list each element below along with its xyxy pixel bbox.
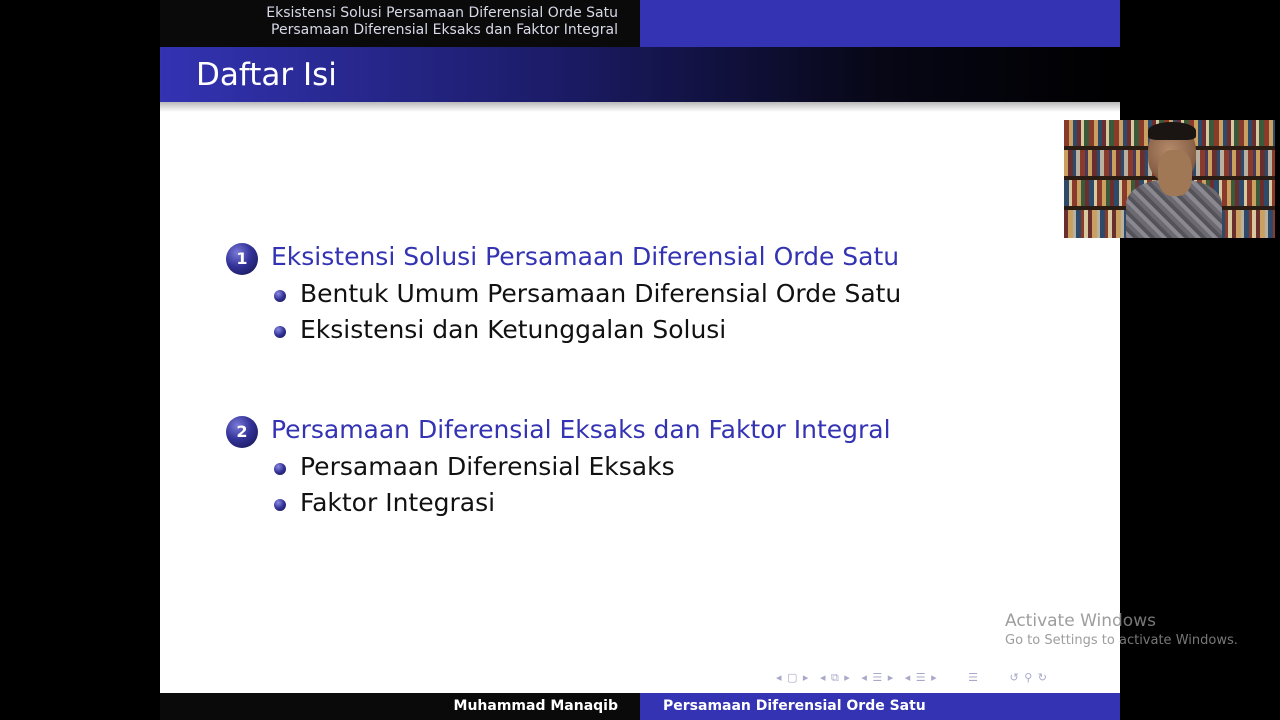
subsection-label[interactable]: Bentuk Umum Persamaan Diferensial Orde Satu [300, 279, 902, 308]
header-section-link[interactable]: Eksistensi Solusi Persamaan Diferensial Orde Satu [266, 5, 618, 21]
watermark-subtitle: Go to Settings to activate Windows. [1005, 633, 1238, 648]
watermark-title: Activate Windows [1005, 611, 1156, 631]
presenter-figure [1126, 124, 1222, 238]
subsection-nav-icon[interactable]: ◂ ⧉ ▸ [819, 671, 851, 684]
search-nav-icon[interactable]: ↺ ⚲ ↻ [1009, 671, 1048, 684]
footer-author: Muhammad Manaqib [160, 693, 640, 720]
appendix-nav-icon[interactable]: ☰ [968, 671, 980, 684]
bullet-icon [274, 463, 286, 475]
header-subsection-link[interactable]: Persamaan Diferensial Eksaks dan Faktor Integral [271, 22, 618, 38]
subsubsection-nav-icon[interactable]: ◂ ☰ ▸ [904, 671, 938, 684]
header-navigation [160, 0, 640, 47]
slide [160, 0, 1120, 720]
subsection-label[interactable]: Persamaan Diferensial Eksaks [300, 452, 675, 481]
title-shadow [160, 102, 1120, 112]
section-number-ball: 2 [226, 416, 258, 448]
section-nav-icon[interactable]: ◂ ☰ ▸ [861, 671, 895, 684]
bullet-icon [274, 499, 286, 511]
webcam-video[interactable] [1064, 120, 1275, 238]
subsection-label[interactable]: Faktor Integrasi [300, 488, 496, 517]
section-title[interactable]: Eksistensi Solusi Persamaan Diferensial Orde Satu [271, 242, 900, 271]
header-blue-bar [640, 0, 1120, 47]
subsection-label[interactable]: Eksistensi dan Ketunggalan Solusi [300, 315, 727, 344]
bullet-icon [274, 326, 286, 338]
presenter-hand [1158, 150, 1192, 196]
bullet-icon [274, 290, 286, 302]
beamer-navigation-symbols [776, 671, 1054, 687]
section-title[interactable]: Persamaan Diferensial Eksaks dan Faktor Integral [271, 415, 891, 444]
frame-title-bar [160, 47, 1120, 102]
footer-short-title: Persamaan Diferensial Orde Satu [640, 693, 1120, 720]
section-number-ball: 1 [226, 243, 258, 275]
frame-nav-icon[interactable]: ◂ ▢ ▸ [776, 671, 810, 684]
windows-activation-watermark [1005, 610, 1238, 650]
frame-title: Daftar Isi [196, 57, 337, 93]
presenter-hair [1148, 122, 1196, 140]
